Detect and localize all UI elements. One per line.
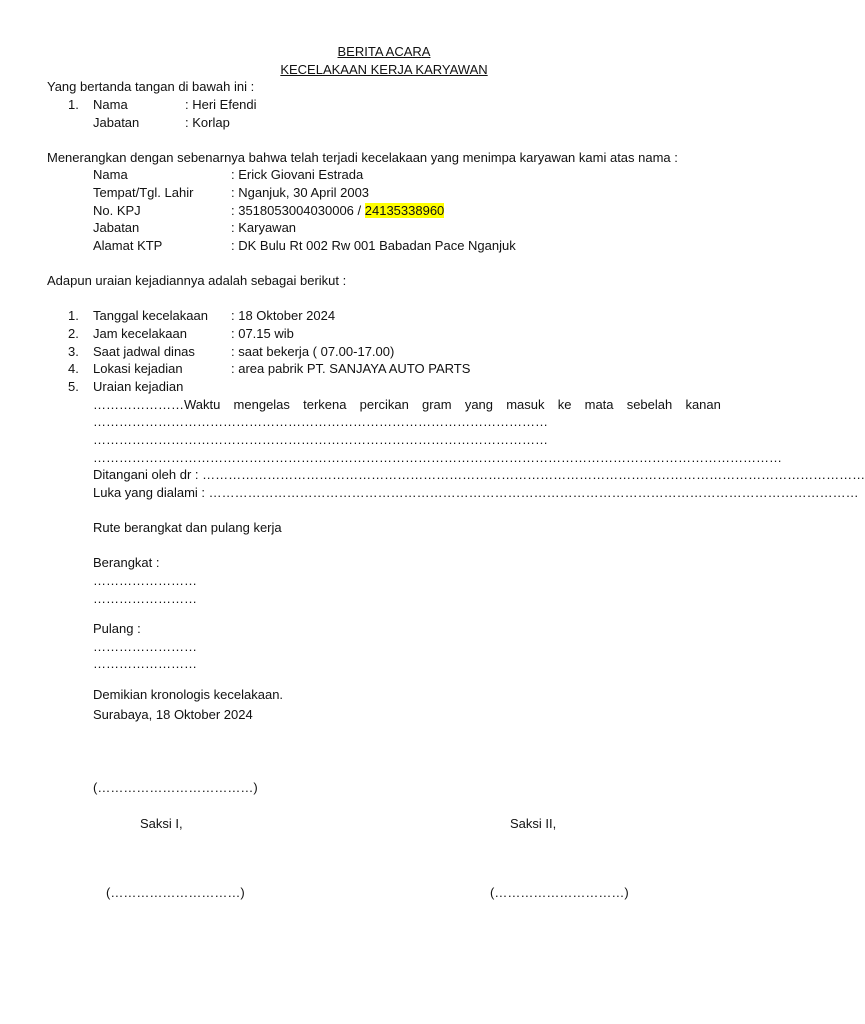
kpj-number: : 3518053004030006 / bbox=[231, 203, 365, 218]
detail-number: 4. bbox=[68, 361, 79, 376]
narrative-word: mengelas bbox=[233, 397, 290, 412]
handled-by-line: Ditangani oleh dr : ……………………………………………………………………………………………………………………………………… bbox=[93, 467, 865, 482]
detail-label: Tanggal kecelakaan bbox=[93, 308, 208, 323]
reporter-position-value: : Korlap bbox=[185, 115, 230, 130]
description-intro: Adapun uraian kejadiannya adalah sebagai berikut : bbox=[47, 273, 347, 288]
witness-2-signature: (…………………………) bbox=[490, 885, 629, 900]
narrative-dotted-line: …………………………………………………………………………………………… bbox=[93, 414, 548, 429]
narrative-word: yang bbox=[464, 397, 494, 412]
employee-kpj-label: No. KPJ bbox=[93, 203, 141, 218]
route-heading: Rute berangkat dan pulang kerja bbox=[93, 520, 282, 535]
detail-label: Saat jadwal dinas bbox=[93, 344, 195, 359]
employee-kpj-value bbox=[231, 202, 444, 220]
detail-value: : 18 Oktober 2024 bbox=[231, 308, 336, 323]
narrative-word: masuk bbox=[506, 397, 545, 412]
detail-number: 2. bbox=[68, 326, 79, 341]
intro-text: Yang bertanda tangan di bawah ini : bbox=[47, 79, 255, 94]
reporter-name-value: : Heri Efendi bbox=[185, 97, 257, 112]
witness-2-label: Saksi II, bbox=[510, 816, 557, 831]
detail-label: Jam kecelakaan bbox=[93, 326, 187, 341]
narrative-dotted-line: …………………………………………………………………………………………………………………………………………… bbox=[93, 450, 782, 465]
depart-dotted-line: …………………… bbox=[93, 573, 197, 588]
detail-value: : 07.15 wib bbox=[231, 326, 294, 341]
employee-name-value: : Erick Giovani Estrada bbox=[231, 167, 364, 182]
narrative-word: gram bbox=[422, 397, 452, 412]
injury-line: Luka yang dialami : …………………………………………………………………………………………………………………………………… bbox=[93, 485, 859, 500]
return-dotted-line: …………………… bbox=[93, 639, 197, 654]
place-date: Surabaya, 18 Oktober 2024 bbox=[93, 707, 253, 722]
reporter-number: 1. bbox=[68, 97, 79, 112]
employee-name-label: Nama bbox=[93, 167, 128, 182]
statement-text: Menerangkan dengan sebenarnya bahwa telah terjadi kecelakaan yang menimpa karyawan kami atas nama : bbox=[47, 150, 678, 165]
narrative-word: mata bbox=[584, 397, 614, 412]
detail-number: 1. bbox=[68, 308, 79, 323]
detail-value: : saat bekerja ( 07.00-17.00) bbox=[231, 344, 395, 359]
detail-number: 3. bbox=[68, 344, 79, 359]
depart-dotted-line: …………………… bbox=[93, 591, 197, 606]
employee-position-value: : Karyawan bbox=[231, 220, 297, 235]
employee-birth-label: Tempat/Tgl. Lahir bbox=[93, 185, 194, 200]
narrative-word: …………………Waktu bbox=[93, 397, 221, 412]
detail-label: Lokasi kejadian bbox=[93, 361, 183, 376]
reporter-name-label: Nama bbox=[93, 97, 128, 112]
witness-1-label: Saksi I, bbox=[140, 816, 183, 831]
employee-address-value: : DK Bulu Rt 002 Rw 001 Babadan Pace Nganjuk bbox=[231, 238, 516, 253]
witness-1-signature: (…………………………) bbox=[106, 885, 245, 900]
employee-birth-value: : Nganjuk, 30 April 2003 bbox=[231, 185, 370, 200]
depart-label: Berangkat : bbox=[93, 555, 160, 570]
narrative-dotted-line: …………………………………………………………………………………………… bbox=[93, 432, 548, 447]
employee-address-label: Alamat KTP bbox=[93, 238, 163, 253]
employee-position-label: Jabatan bbox=[93, 220, 140, 235]
narrative-word: sebelah bbox=[626, 397, 673, 412]
narrative-word: kanan bbox=[685, 397, 721, 412]
signature-blank: (………………………………) bbox=[93, 780, 258, 795]
narrative-word: terkena bbox=[303, 397, 347, 412]
document-subtitle: KECELAKAAN KERJA KARYAWAN bbox=[280, 62, 488, 77]
return-label: Pulang : bbox=[93, 621, 141, 636]
detail-number: 5. bbox=[68, 379, 79, 394]
reporter-position-label: Jabatan bbox=[93, 115, 140, 130]
detail-label: Uraian kejadian bbox=[93, 379, 184, 394]
narrative-word: percikan bbox=[359, 397, 409, 412]
narrative-word: ke bbox=[557, 397, 572, 412]
document-title: BERITA ACARA bbox=[337, 44, 431, 59]
narrative-first-line bbox=[93, 396, 721, 414]
kpj-highlighted-number: 24135338960 bbox=[364, 203, 445, 218]
closing-text: Demikian kronologis kecelakaan. bbox=[93, 687, 284, 702]
return-dotted-line: …………………… bbox=[93, 656, 197, 671]
detail-value: : area pabrik PT. SANJAYA AUTO PARTS bbox=[231, 361, 471, 376]
